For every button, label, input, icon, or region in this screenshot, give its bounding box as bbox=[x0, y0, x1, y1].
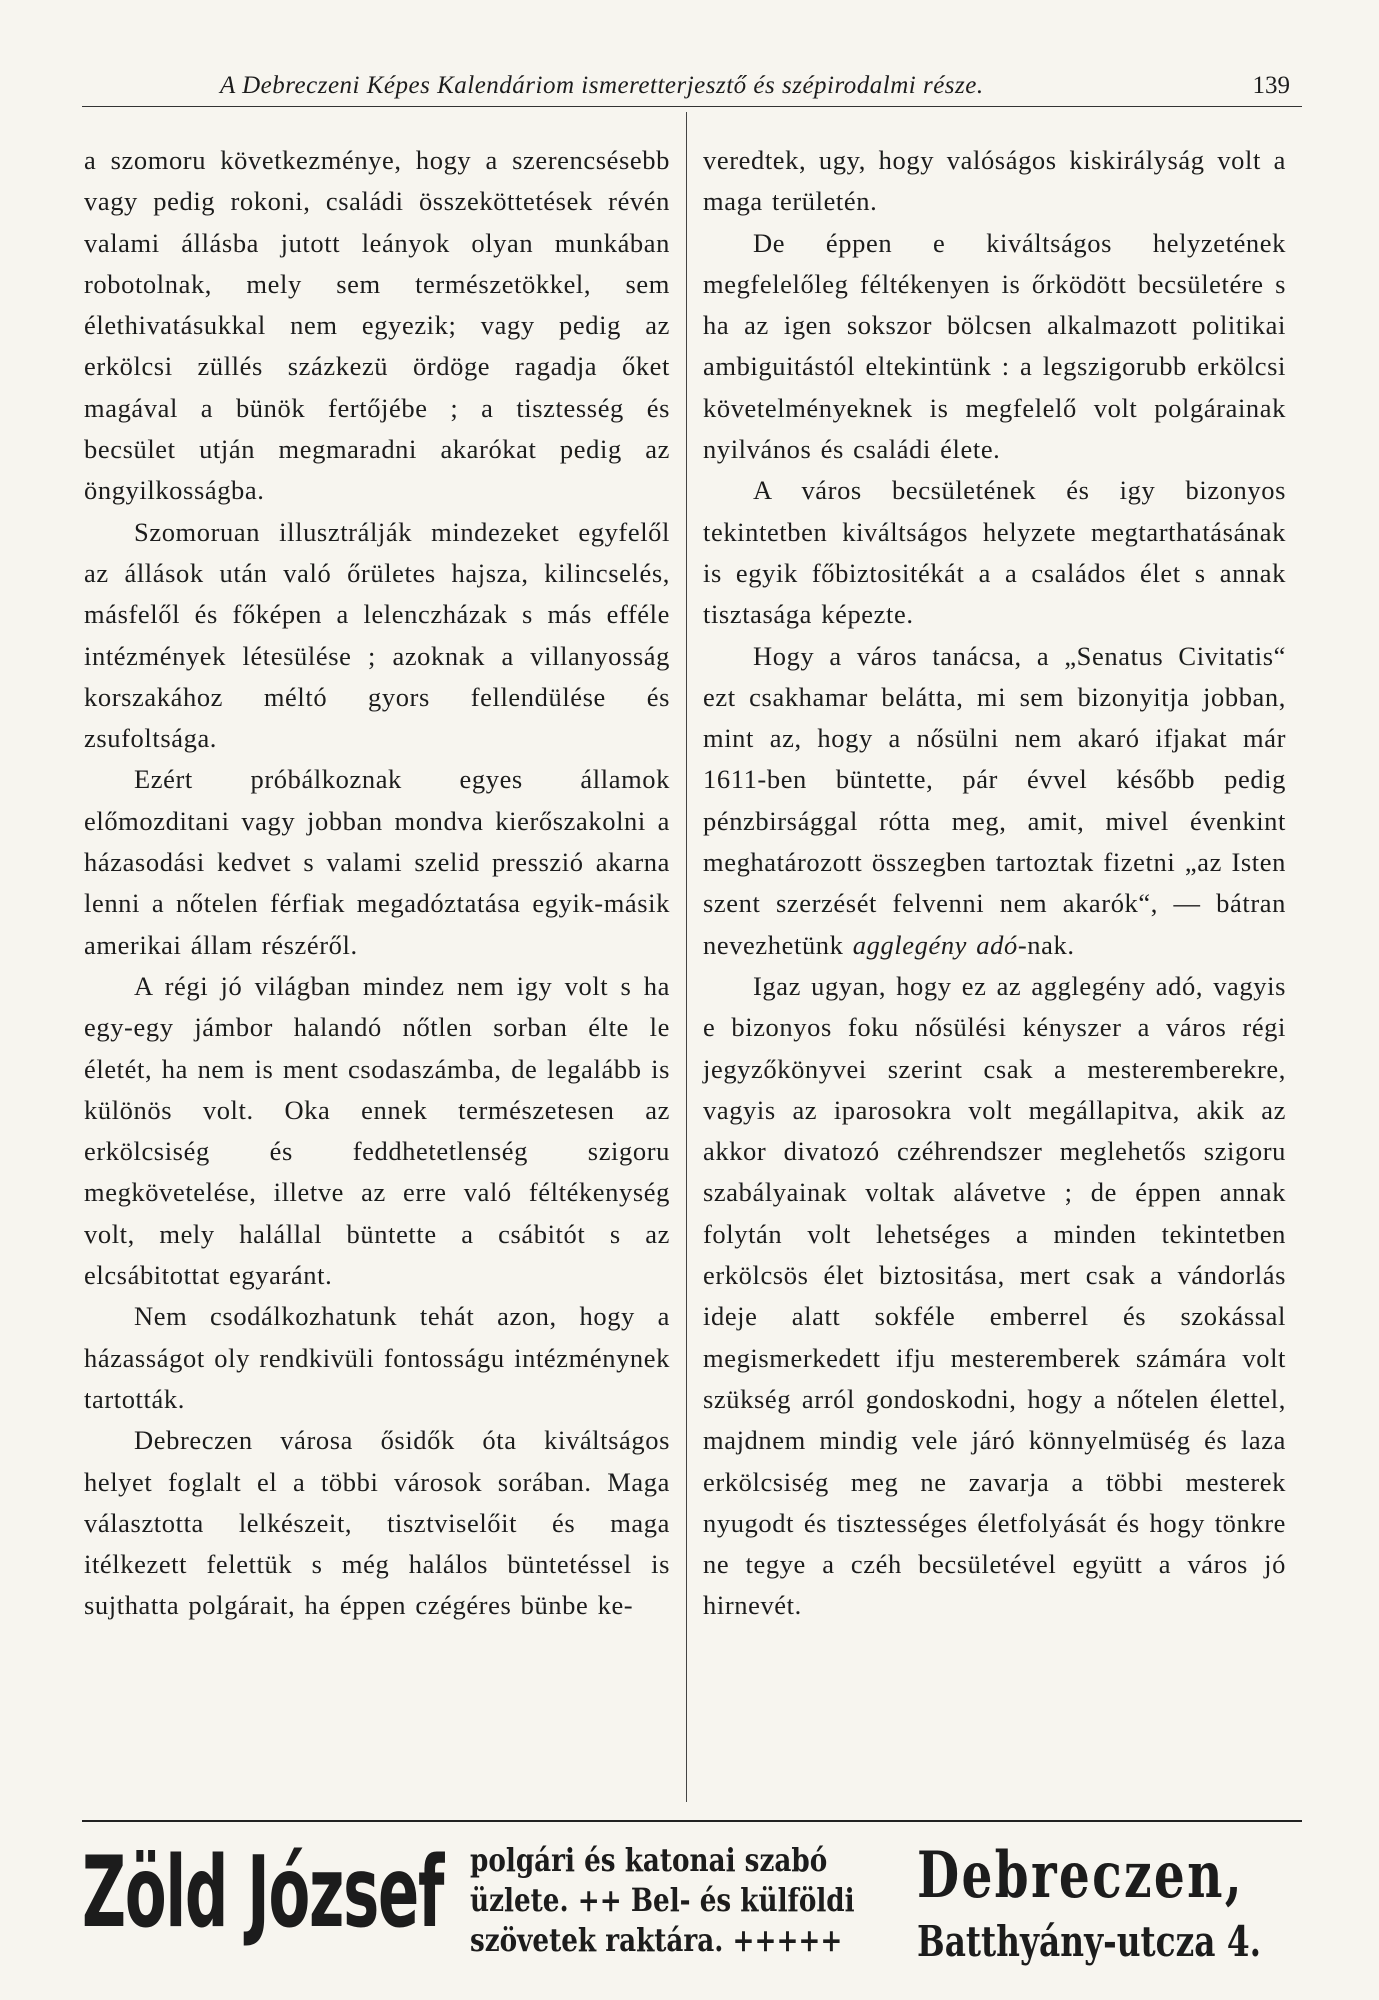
header-title: A Debreczeni Képes Kalendáriom ismeretterjesztő és szépirodalmi része. bbox=[220, 72, 984, 99]
ad-line: üzlete. ++ Bel- és külföldi bbox=[470, 1881, 855, 1919]
ad-line: szövetek raktára. +++++ bbox=[470, 1921, 843, 1959]
paragraph-text: Hogy a város tanácsa, a „Senatus Civitatis“ ezt csakhamar belátta, mi sem bizonyitja jobban, mint az, hogy a nősülni nem akaró ifjakat már 1611-ben büntette, pár évvel később pedig pénzbirsággal rótta meg, amit, mivel évenkint meghatározott összegben tartoztak fizetni „az Isten szent szerzését felvenni nem akarók“, — bátran nevezhetünk bbox=[703, 640, 1286, 960]
advertiser-name: Zöld József bbox=[82, 1836, 444, 1950]
right-column bbox=[703, 140, 1286, 1627]
advertiser-city: Debreczen, bbox=[917, 1838, 1244, 1913]
paragraph: Nem csodálkozhatunk tehát azon, hogy a házasságot oly rendkivüli fontosságu intézménynek tartották. bbox=[84, 1301, 670, 1414]
paragraph: Igaz ugyan, hogy ez az agglegény adó, vagyis e bizonyos foku nősülési kényszer a város régi jegyzőkönyvei szerint csak a mesteremberekre, vagyis az iparosokra volt megállapitva, akik az akkor divatozó czéhrendszer meglehetős szigoru szabályainak voltak alávetve ; de éppen annak folytán volt lehetséges a minden tekintetben erkölcsös élet biztositása, mert csak a vándorlás ideje alatt sokféle emberrel és szokással megismerkedett ifju mesteremberek számára volt szükség arról gondoskodni, hogy a nőtelen élettel, majdnem mindig vele járó könnyelmüség és laza erkölcsiség meg ne zavarja a többi mesterek nyugodt és tisztességes életfolyását és hogy tönkre ne tegye a czéh becsületével együtt a város jó hirnevét. bbox=[703, 970, 1286, 1621]
paragraph: De éppen e kiváltságos helyzetének megfelelőleg féltékenyen is őrködött becsületére s ha az igen sokszor bölcsen alkalmazott politikai ambiguitástól eltekintünk : a legszigorubb erkölcsi követelményeknek is megfelelő volt polgárainak nyilvános és családi élete. bbox=[703, 227, 1286, 465]
paragraph: A város becsületének és igy bizonyos tekintetben kiváltságos helyzete megtarthatásának is egyik főbiztositékát a a családos élet s annak tisztasága képezte. bbox=[703, 475, 1286, 630]
page-number: 139 bbox=[1252, 72, 1290, 99]
paragraph: A régi jó világban mindez nem igy volt s ha egy-egy jámbor halandó nőtlen sorban élte le életét, ha nem is ment csodaszámba, de legalább is különös volt. Oka ennek természetesen az erkölcsiség és feddhetetlenség szigoru megkövetelése, illetve az erre való féltékenység volt, mely halállal büntette a csábitót s az elcsábitottat egyaránt. bbox=[84, 970, 670, 1291]
paragraph: Ezért próbálkoznak egyes államok előmozditani vagy jobban mondva kierőszakolni a házasodási kedvet s valami szelid presszió akarna lenni a nőtelen férfiak megadóztatása egyik-másik amerikai állam részéről. bbox=[84, 764, 670, 960]
paragraph: veredtek, ugy, hogy valóságos kiskirályság volt a maga területén. bbox=[703, 145, 1286, 217]
header-rule bbox=[82, 106, 1302, 107]
paragraph: Szomoruan illusztrálják mindezeket egyfelől az állások után való őrületes hajsza, kilincselés, másfelől és főképen a lelenczházak s más efféle intézmények létesülése ; azoknak a villanyosság korszakához méltó gyors fellendülése és zsufoltsága. bbox=[84, 516, 670, 754]
paragraph: Debreczen városa ősidők óta kiváltságos helyet foglalt el a többi városok sorában. Maga választotta lelkészeit, tisztviselőit és maga itélkezett felettük s még halálos büntetéssel is sujthatta polgárait, ha éppen czégéres bünbe ke- bbox=[84, 1425, 670, 1621]
ad-line: polgári és katonai szabó bbox=[470, 1841, 828, 1879]
paragraph: a szomoru következménye, hogy a szerencsésebb vagy pedig rokoni, családi összeköttetések révén valami állásba jutott leányok olyan munkában robotolnak, mely sem természetökkel, sem élethivatásukkal nem egyezik; vagy pedig az erkölcsi züllés százkezü ördöge ragadja őket magával a bünök fertőjébe ; a tisztesség és becsület utján megmaradni akarókat pedig az öngyilkosságba. bbox=[84, 145, 670, 506]
italic-term: agglegény adó bbox=[852, 929, 1018, 960]
advertiser-address: Batthyány-utcza 4. bbox=[917, 1917, 1262, 1966]
paragraph bbox=[703, 636, 1286, 966]
column-divider bbox=[686, 112, 687, 1802]
paragraph-text: -nak. bbox=[1017, 929, 1075, 960]
advertisement-description bbox=[470, 1840, 929, 1960]
advertisement-rule bbox=[82, 1820, 1302, 1822]
left-column bbox=[84, 140, 670, 1627]
advertisement bbox=[82, 1828, 1312, 1978]
